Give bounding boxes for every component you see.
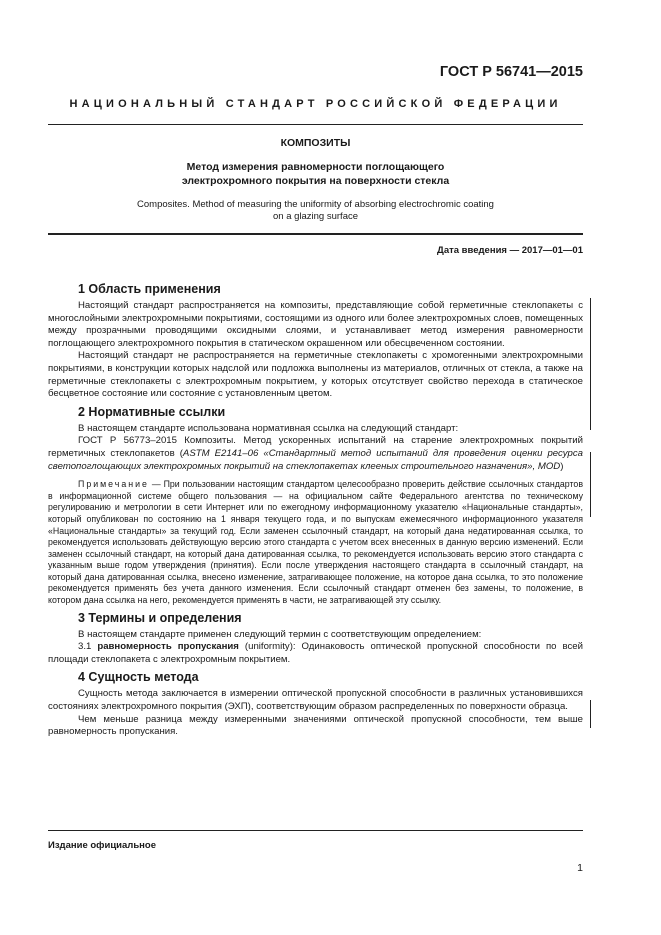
section-heading: 3 Термины и определения [78,610,242,625]
note-label: Примечание [78,479,149,490]
page-number: 1 [577,862,583,874]
english-title-line: on a glazing surface [272,211,359,222]
section-heading: 2 Нормативные ссылки [78,404,226,419]
standard-code: ГОСТ Р 56741—2015 [439,64,583,80]
change-bar [590,298,591,430]
paragraph: Настоящий стандарт не распространяется на герметичные стеклопакеты с хромогенными электрохромными покрытиями, в конструкции которых надслой или подложка выполнены из материалов, отличных от стекла, а также на герметичные стеклопакеты с электрохромным покрытием, у которых отсутствует свойство перехода в статическое бесцветное состояние или состояние с установленным цветом. [48,350,583,400]
note-paragraph [48,479,583,607]
reference-text: ) [560,460,564,472]
national-standard-heading: НАЦИОНАЛЬНЫЙ СТАНДАРТ РОССИЙСКОЙ ФЕДЕРАЦИИ [69,98,562,110]
term: равномерность пропускания [97,641,239,653]
subtitle-line: Метод измерения равномерности поглощающего [186,161,445,173]
divider [48,233,583,235]
paragraph: Сущность метода заключается в измерении оптической пропускной способности в различных установившихся состояниях электрохромного покрытия (ЭХП), соответствующим образом распределенных по поверхности образца. [48,688,583,713]
section-heading: 4 Сущность метода [78,670,199,685]
divider [48,124,583,125]
reference-text: ГОСТ Р 56773–2015 Композиты. Метод ускоренных испытаний на старение электрохромных покрытий герметичных стеклопакетов ( [48,435,583,459]
note-text: — При пользовании настоящим стандартом целесообразно проверить действие ссылочных стандартов в информационной системе общего пользования — на официальном сайте Федерального агентства по техническому регулированию и метрологии в сети Интернет или по ежегодному информационному указателю «Национальные стандарты», который опубликован по состоянию на 1 января текущего года, и по выпускам ежемесячного информационного указателя «Национальные стандарты» за текущий год. Если заменен ссылочный стандарт, на который дана недатированная ссылка, то рекомендуется использовать действующую версию этого стандарта с учетом всех внесенных в данную версию изменений. Если заменен ссылочный стандарт, на который дана датированная ссылка, то рекомендуется использовать версию этого стандарта с указанным выше годом утверждения (принятия). Если после утверждения настоящего стандарта в ссылочный стандарт, на который дана датированная ссылка, внесено изменение, затрагивающее положение, на которое дана ссылка, то это положение рекомендуется применять без учета данного изменения. Если ссылочный стандарт отменен без замены, то положение, в котором дана ссылка на него, рекомендуется применять в части, не затрагивающей эту ссылку. [48,479,583,606]
reference-italic: ASTM E2141–06 «Стандартный метод испытаний для проведения оценки ресурса светопоглощающих электрохромных покрытий на стеклопакетах клееных строительного назначения», MOD [48,447,583,472]
paragraph: Настоящий стандарт распространяется на композиты, представляющие собой герметичные стеклопакеты с многослойными электрохромными покрытиями, состоящими из одного или более электрохромных слоев, помещенных между прозрачными проводящими оксидными слоями, и устанавливает метод измерения равномерности поглощающего электрохромного покрытия в статическом окрашенном или обесцвеченном состоянии. [48,300,583,349]
term-number: 3.1 [78,641,98,653]
document-title: КОМПОЗИТЫ [280,137,351,149]
paragraph: Чем меньше разница между измеренными значениями оптической пропускной способности, тем выше равномерность пропускания. [48,713,583,738]
paragraph: В настоящем стандарте применен следующий термин с соответствующим определением: [78,628,482,640]
subtitle-line: электрохромного покрытия на поверхности стекла [181,175,450,187]
term-definition [48,641,583,666]
introduction-date: Дата введения — 2017—01—01 [437,245,583,256]
official-edition-label: Издание официальное [48,840,156,851]
change-bar [590,452,591,517]
divider [48,830,583,831]
english-title [60,199,571,223]
term-text: (uniformity): Одинаковость оптической пропускной способности по всей площади стеклопакета с электрохромным покрытием. [48,641,583,665]
reference-paragraph [48,435,583,473]
paragraph: В настоящем стандарте использована нормативная ссылка на следующий стандарт: [78,422,459,434]
section-heading: 1 Область применения [78,282,221,296]
document-body [48,278,583,739]
document-subtitle [60,160,571,188]
change-bar [590,700,591,728]
english-title-line: Composites. Method of measuring the uniformity of absorbing electrochromic coating [137,199,494,210]
